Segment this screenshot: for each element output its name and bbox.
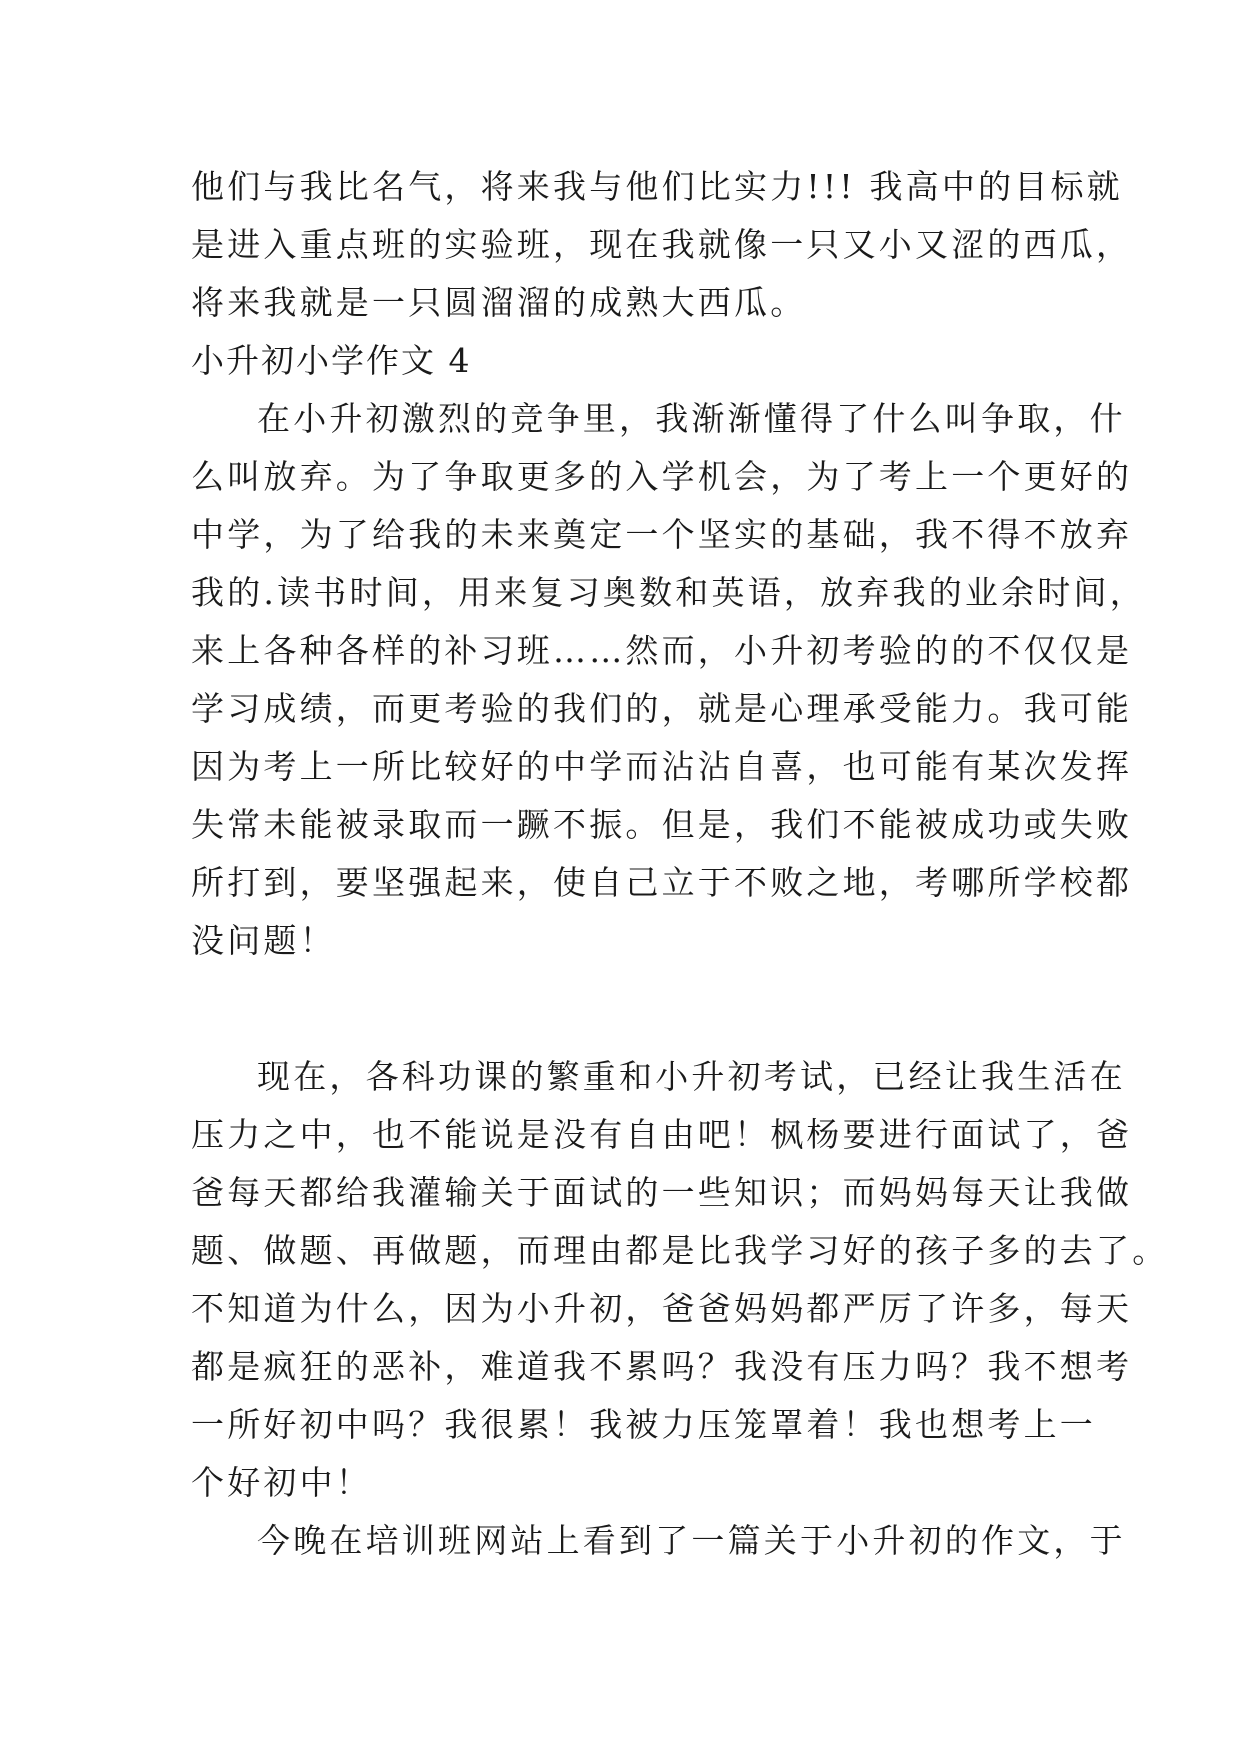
- text-line: 今晚在培训班网站上看到了一篇关于小升初的作文，于: [257, 1521, 1126, 1560]
- text-line: 一所好初中吗？我很累！我被力压笼罩着！我也想考上一: [191, 1405, 1096, 1444]
- text-line: 都是疯狂的恶补，难道我不累吗？我没有压力吗？我不想考: [191, 1347, 1133, 1386]
- text-line: 来上各种各样的补习班……然而，小升初考验的的不仅仅是: [191, 631, 1133, 670]
- text-line: 失常未能被录取而一蹶不振。但是，我们不能被成功或失败: [191, 805, 1133, 844]
- text-line: 个好初中！: [191, 1463, 372, 1502]
- text-line: 因为考上一所比较好的中学而沾沾自喜，也可能有某次发挥: [191, 747, 1133, 786]
- paragraph: [191, 1512, 1126, 1570]
- paragraph-continued: [191, 158, 1133, 332]
- text-line: 将来我就是一只圆溜溜的成熟大西瓜。: [191, 283, 807, 322]
- text-line: 么叫放弃。为了争取更多的入学机会，为了考上一个更好的: [191, 457, 1133, 496]
- text-line: 学习成绩，而更考验的我们的，就是心理承受能力。我可能: [191, 689, 1133, 728]
- text-line: 在小升初激烈的竞争里，我渐渐懂得了什么叫争取，什: [257, 399, 1126, 438]
- document-page: [191, 158, 1169, 1570]
- text-line: 不知道为什么，因为小升初，爸爸妈妈都严厉了许多，每天: [191, 1289, 1133, 1328]
- paragraph: [191, 390, 1146, 970]
- text-line: 没问题！: [191, 921, 336, 960]
- section-heading: 小升初小学作文 4: [191, 341, 472, 380]
- text-line: 爸每天都给我灌输关于面试的一些知识；而妈妈每天让我做: [191, 1173, 1133, 1212]
- paragraph-gap: [191, 970, 1051, 1048]
- text-line: 中学，为了给我的未来奠定一个坚实的基础，我不得不放弃: [191, 515, 1133, 554]
- text-line: 是进入重点班的实验班，现在我就像一只又小又涩的西瓜，: [191, 225, 1133, 264]
- text-line: 我的.读书时间，用来复习奥数和英语，放弃我的业余时间，: [191, 573, 1146, 612]
- text-line: 压力之中，也不能说是没有自由吧！枫杨要进行面试了，爸: [191, 1115, 1133, 1154]
- text-line: 题、做题、再做题，而理由都是比我学习好的孩子多的去了。: [191, 1231, 1169, 1270]
- text-line: 现在，各科功课的繁重和小升初考试，已经让我生活在: [257, 1057, 1126, 1096]
- text-line: 他们与我比名气，将来我与他们比实力!!! 我高中的目标就: [191, 167, 1123, 206]
- text-line: 所打到，要坚强起来，使自己立于不败之地，考哪所学校都: [191, 863, 1133, 902]
- paragraph: [191, 1048, 1169, 1512]
